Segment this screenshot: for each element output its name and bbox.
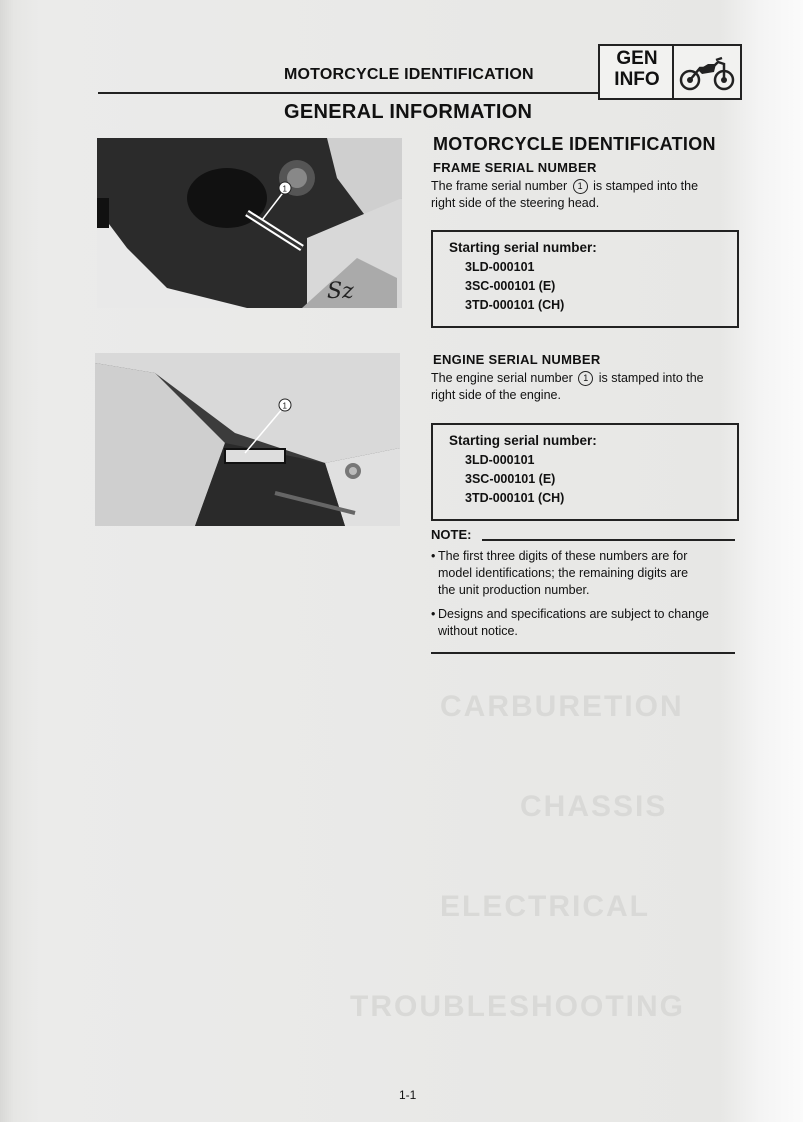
note-bullet — [431, 548, 737, 599]
note-bullet-line: Designs and specifications are subject to change — [438, 607, 709, 621]
engine-photo-callout: 1 — [282, 401, 287, 411]
frame-serial-photo — [97, 138, 402, 308]
page-number: 1-1 — [399, 1088, 417, 1102]
bleed-through-text: ELECTRICAL — [440, 890, 650, 923]
frame-serial-number: 3LD-000101 — [465, 260, 535, 274]
note-bullet-line: the unit production number. — [438, 583, 590, 597]
note-end-rule — [431, 652, 735, 654]
bleed-through-text: TROUBLESHOOTING — [350, 990, 685, 1023]
engine-serial-number: 3LD-000101 — [465, 453, 535, 467]
badge-text — [606, 48, 668, 90]
note-bullet-line: The first three digits of these numbers are for — [438, 549, 688, 563]
svg-text:Sz: Sz — [327, 279, 354, 304]
callout-marker: 1 — [578, 371, 593, 386]
frame-text-after: is stamped into the — [593, 179, 699, 193]
engine-serial-number: 3TD-000101 (CH) — [465, 491, 565, 505]
badge-line-info: INFO — [614, 69, 660, 90]
frame-serial-number: 3TD-000101 (CH) — [465, 298, 565, 312]
badge-divider — [672, 46, 674, 98]
badge-line-gen: GEN — [616, 48, 658, 69]
header-rule — [98, 92, 598, 94]
motorcycle-icon — [678, 52, 736, 92]
frame-photo-callout: 1 — [282, 184, 287, 194]
bleed-through-text: CARBURETION — [440, 690, 684, 723]
frame-text-line2: right side of the steering head. — [431, 196, 600, 210]
frame-serial-text — [431, 178, 741, 212]
engine-serial-photo — [95, 353, 400, 526]
note-bullet-line: model identifications; the remaining digits are — [438, 566, 689, 580]
note-bullet — [431, 606, 737, 640]
engine-text-before: The engine serial number — [431, 371, 573, 385]
main-heading: MOTORCYCLE IDENTIFICATION — [433, 134, 716, 154]
header-title: MOTORCYCLE IDENTIFICATION — [284, 66, 534, 83]
frame-box-label: Starting serial number: — [449, 240, 597, 255]
engine-text-after: is stamped into the — [598, 371, 704, 385]
engine-box-label: Starting serial number: — [449, 433, 597, 448]
frame-photo-drawing — [97, 138, 402, 308]
frame-serial-number: 3SC-000101 (E) — [465, 279, 556, 293]
callout-marker: 1 — [573, 179, 588, 194]
engine-text-line2: right side of the engine. — [431, 388, 561, 402]
bullet-marker: • — [431, 607, 436, 621]
engine-serial-number: 3SC-000101 (E) — [465, 472, 556, 486]
note-rule — [482, 539, 735, 541]
section-title: GENERAL INFORMATION — [284, 101, 533, 123]
engine-serial-box — [431, 423, 739, 521]
engine-serial-text — [431, 370, 741, 404]
engine-serial-heading: ENGINE SERIAL NUMBER — [433, 352, 601, 367]
bullet-marker: • — [431, 549, 436, 563]
frame-serial-heading: FRAME SERIAL NUMBER — [433, 160, 597, 175]
note-bullet-line: without notice. — [438, 624, 518, 638]
note-label: NOTE: — [431, 527, 472, 542]
bleed-through-text: CHASSIS — [520, 790, 668, 823]
frame-serial-box — [431, 230, 739, 328]
section-badge — [598, 44, 742, 100]
engine-photo-drawing — [95, 353, 400, 526]
frame-text-before: The frame serial number — [431, 179, 568, 193]
